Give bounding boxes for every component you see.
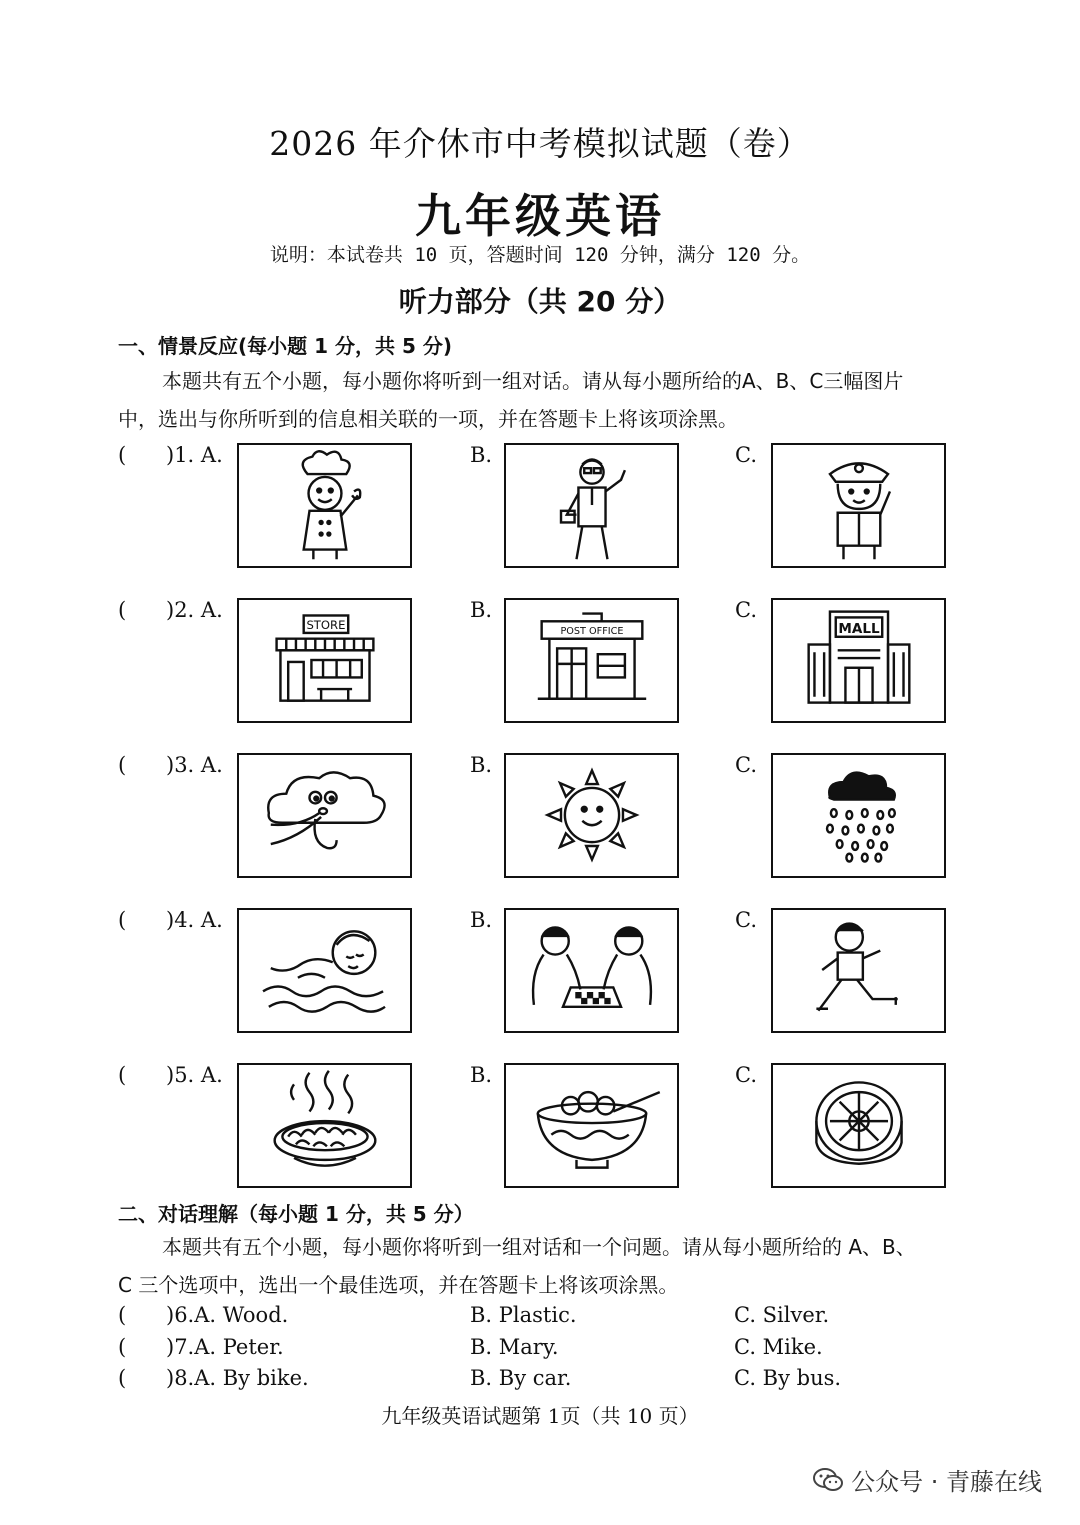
question-6-row: [118, 1303, 978, 1333]
tangyuan-bowl-icon: [506, 1065, 677, 1186]
q7-option-a[interactable]: )7.A. Peter.: [166, 1335, 284, 1359]
post-office-icon: [506, 600, 677, 721]
swimming-icon: [239, 910, 410, 1031]
mall-icon: [773, 600, 944, 721]
question-4-label: ( )4. A.: [118, 908, 223, 932]
teacher-icon: [506, 445, 677, 566]
q1-option-c-picture[interactable]: [771, 443, 946, 568]
q7-option-c[interactable]: C. Mike.: [734, 1335, 823, 1359]
svg-text:MALL: MALL: [838, 620, 880, 637]
q1-option-b-label: B.: [470, 443, 493, 467]
q2-option-a-picture[interactable]: [237, 598, 412, 723]
section1-heading: 一、情景反应(每小题 1 分，共 5 分): [118, 334, 452, 358]
windy-cloud-icon: [239, 755, 410, 876]
q6-paren: (: [118, 1303, 127, 1327]
section2-instructions-line2: C 三个选项中，选出一个最佳选项，并在答题卡上将该项涂黑。: [118, 1273, 679, 1297]
q2-option-c-label: C.: [735, 598, 757, 622]
store-icon: [239, 600, 410, 721]
chef-icon: [239, 445, 410, 566]
q6-option-a[interactable]: )6.A. Wood.: [166, 1303, 289, 1327]
q4-option-c-picture[interactable]: [771, 908, 946, 1033]
q6-option-c[interactable]: C. Silver.: [734, 1303, 830, 1327]
watermark-text: 公众号 · 青藤在线: [851, 1468, 1042, 1496]
police-officer-icon: [773, 445, 944, 566]
q5-option-a-picture[interactable]: [237, 1063, 412, 1188]
sun-icon: [506, 755, 677, 876]
q4-option-c-label: C.: [735, 908, 757, 932]
section1-instructions-line1: 本题共有五个小题，每小题你将听到一组对话。请从每小题所给的A、B、C三幅图片: [162, 369, 904, 393]
section1-instructions-line2: 中，选出与你所听到的信息相关联的一项，并在答题卡上将该项涂黑。: [118, 407, 738, 431]
q7-paren: (: [118, 1335, 127, 1359]
question-8-row: [118, 1366, 978, 1396]
q6-option-b[interactable]: B. Plastic.: [470, 1303, 577, 1327]
q8-paren: (: [118, 1366, 127, 1390]
page-footer: 九年级英语试题第 1页（共 10 页）: [381, 1404, 699, 1428]
wechat-icon: [813, 1467, 843, 1493]
q1-option-a-picture[interactable]: [237, 443, 412, 568]
rain-cloud-icon: [773, 755, 944, 876]
q4-option-b-label: B.: [470, 908, 493, 932]
question-2-label: ( )2. A.: [118, 598, 223, 622]
q3-option-b-label: B.: [470, 753, 493, 777]
section2-instructions: [118, 1228, 968, 1304]
exam-note: 说明：本试卷共 10 页，答题时间 120 分钟，满分 120 分。: [269, 244, 811, 266]
q1-option-c-label: C.: [735, 443, 757, 467]
question-3-label: ( )3. A.: [118, 753, 223, 777]
mooncake-icon: [773, 1065, 944, 1186]
dumplings-icon: [239, 1065, 410, 1186]
q2-option-b-label: B.: [470, 598, 493, 622]
q8-option-b[interactable]: B. By car.: [470, 1366, 572, 1390]
q3-option-c-label: C.: [735, 753, 757, 777]
q5-option-b-label: B.: [470, 1063, 493, 1087]
q5-option-c-picture[interactable]: [771, 1063, 946, 1188]
running-icon: [773, 910, 944, 1031]
section1-instructions: [118, 362, 968, 438]
question-5-label: ( )5. A.: [118, 1063, 223, 1087]
q7-option-b[interactable]: B. Mary.: [470, 1335, 559, 1359]
q4-option-b-picture[interactable]: [504, 908, 679, 1033]
q3-option-c-picture[interactable]: [771, 753, 946, 878]
q1-option-b-picture[interactable]: [504, 443, 679, 568]
q5-option-c-label: C.: [735, 1063, 757, 1087]
q2-option-c-picture[interactable]: [771, 598, 946, 723]
q5-option-b-picture[interactable]: [504, 1063, 679, 1188]
q3-option-a-picture[interactable]: [237, 753, 412, 878]
section2-instructions-line1: 本题共有五个小题，每小题你将听到一组对话和一个问题。请从每小题所给的 A、B、: [162, 1235, 916, 1259]
subject-title: 九年级英语: [415, 189, 665, 243]
q4-option-a-picture[interactable]: [237, 908, 412, 1033]
svg-text:STORE: STORE: [306, 618, 346, 633]
question-7-row: [118, 1335, 978, 1365]
section2-heading: 二、对话理解（每小题 1 分，共 5 分）: [118, 1202, 474, 1226]
q8-option-a[interactable]: )8.A. By bike.: [166, 1366, 309, 1390]
q3-option-b-picture[interactable]: [504, 753, 679, 878]
question-1-label: ( )1. A.: [118, 443, 223, 467]
playing-chess-icon: [506, 910, 677, 1031]
exam-title: 2026 年介休市中考模拟试题（卷）: [269, 124, 811, 163]
q8-option-c[interactable]: C. By bus.: [734, 1366, 842, 1390]
svg-text:POST OFFICE: POST OFFICE: [560, 625, 624, 637]
listening-part-title: 听力部分（共 20 分）: [398, 285, 682, 318]
watermark: [813, 1462, 1042, 1497]
q2-option-b-picture[interactable]: [504, 598, 679, 723]
